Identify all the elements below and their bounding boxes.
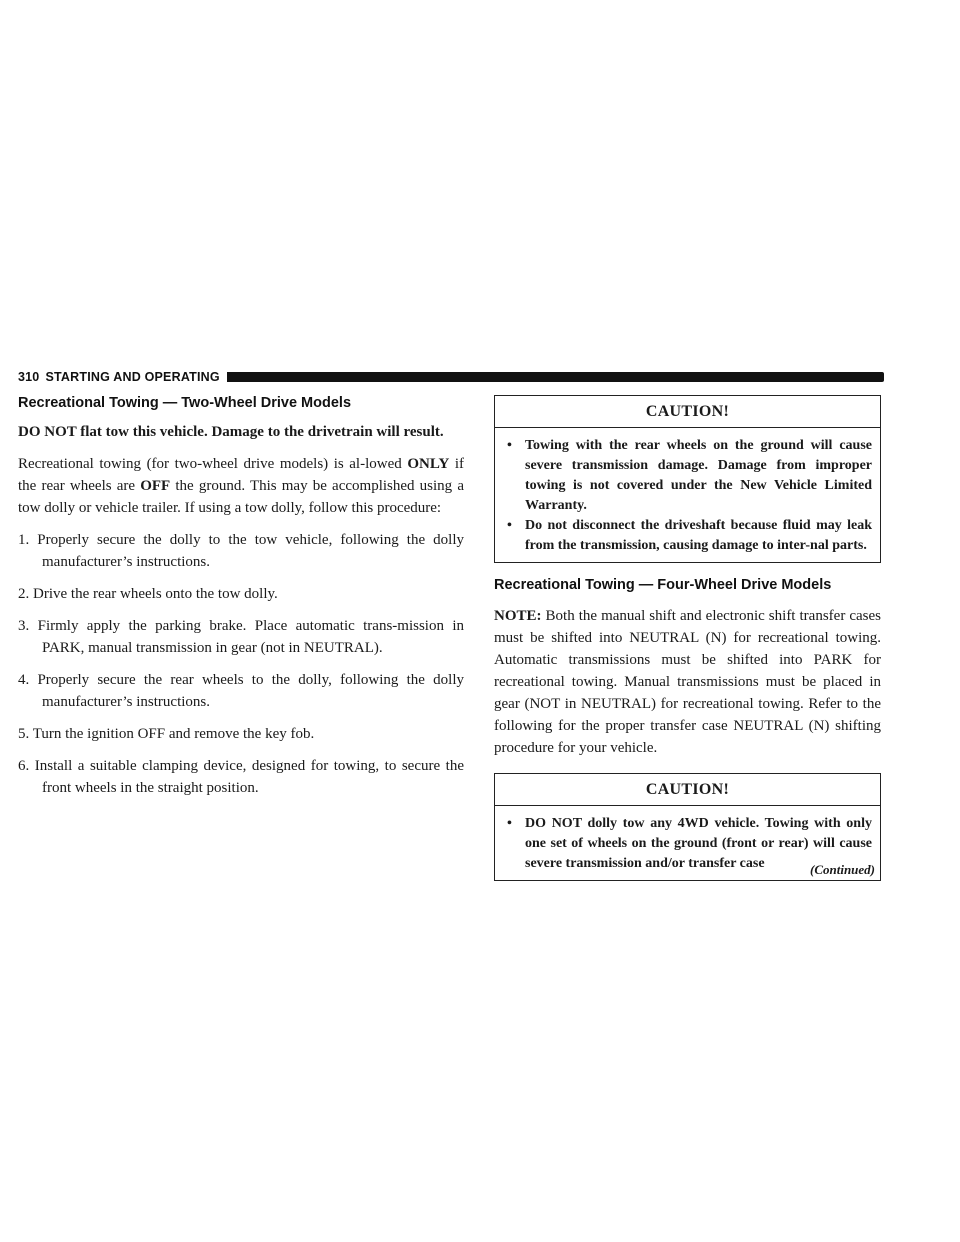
- caution-title: CAUTION!: [495, 396, 880, 428]
- header-rule: [227, 372, 884, 382]
- note-label: NOTE:: [494, 608, 542, 624]
- caution-item-text: Towing with the rear wheels on the ground will cause severe transmission damage. Damage from improper towing is not covered under the New Vehicle Limited Warranty.: [525, 438, 872, 513]
- caution-item-text: DO NOT dolly tow any 4WD vehicle. Towing with only one set of wheels on the ground (front or rear) will cause severe transmission and/or transfer case: [525, 816, 872, 871]
- section-title: STARTING AND OPERATING: [45, 370, 220, 384]
- caution-box-two-wheel: [494, 395, 881, 563]
- page-header: [18, 369, 884, 385]
- bullet-icon: •: [507, 438, 512, 453]
- step-5: 5. Turn the ignition OFF and remove the key fob.: [18, 726, 315, 742]
- intro-text-2: if the rear wheels are: [18, 456, 464, 494]
- caution-item: [505, 516, 872, 556]
- caution-item-text: Do not disconnect the driveshaft because fluid may leak from the transmission, causing damage to inter-nal parts.: [525, 518, 872, 553]
- caution-item: [505, 436, 872, 516]
- continued-label: (Continued): [809, 862, 875, 877]
- note-text: Both the manual shift and electronic shift transfer cases must be shifted into NEUTRAL (N) for recreational towing. Automatic transmissions must be shifted into PARK for recreational towing. Manual transmissions must be placed in gear (NOT in NEUTRAL) for recreational towing. Refer to the following for the proper transfer case NEUTRAL (N) shifting procedure for your vehicle.: [494, 608, 881, 756]
- procedure-steps: [18, 529, 464, 799]
- heading-two-wheel-drive: Recreational Towing — Two-Wheel Drive Models: [18, 395, 352, 411]
- step-6: 6. Install a suitable clamping device, designed for towing, to secure the front wheels in the straight position.: [18, 758, 464, 796]
- page-number: 310: [18, 370, 40, 384]
- intro-only: ONLY: [407, 456, 450, 472]
- bullet-icon: •: [507, 816, 512, 831]
- intro-text-1: Recreational towing (for two-wheel drive models) is al-lowed: [18, 456, 408, 472]
- heading-four-wheel-drive: Recreational Towing — Four-Wheel Drive Models: [494, 577, 832, 593]
- step-3: 3. Firmly apply the parking brake. Place automatic trans-mission in PARK, manual transmission in gear (not in NEUTRAL).: [18, 618, 464, 656]
- step-1: 1. Properly secure the dolly to the tow vehicle, following the dolly manufacturer’s instructions.: [18, 532, 464, 570]
- flat-tow-warning: DO NOT flat tow this vehicle. Damage to the drivetrain will result.: [18, 424, 444, 440]
- caution-title: CAUTION!: [495, 774, 880, 806]
- bullet-icon: •: [507, 518, 512, 533]
- left-column: [18, 393, 464, 799]
- right-column: [494, 395, 881, 881]
- step-4: 4. Properly secure the rear wheels to the dolly, following the dolly manufacturer’s instructions.: [18, 672, 464, 710]
- note-paragraph: [494, 605, 881, 759]
- intro-paragraph: [18, 453, 464, 519]
- intro-off: OFF: [140, 478, 171, 494]
- step-2: 2. Drive the rear wheels onto the tow dolly.: [18, 586, 278, 602]
- header-text: [18, 370, 220, 384]
- caution-list: [495, 428, 880, 562]
- intro-text-3: the ground. This may be accomplished using a tow dolly or vehicle trailer. If using a tow dolly, follow this procedure:: [18, 478, 464, 516]
